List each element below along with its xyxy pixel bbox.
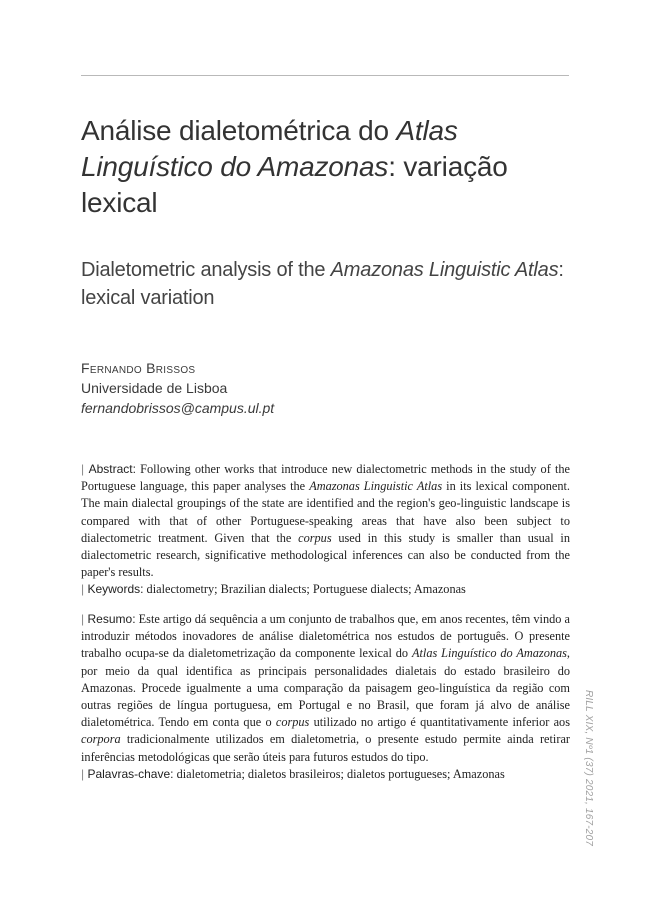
author-name: Fernando Brissos — [81, 360, 196, 376]
resumo-text-3: utilizado no artigo é quantitativamente inferior aos — [309, 715, 570, 730]
title-en-suffix: : lexical variation — [81, 259, 564, 309]
title-pt-italic: Atlas Linguístico do Amazonas — [81, 115, 458, 182]
author-email[interactable]: fernandobrissos@campus.ul.pt — [81, 400, 275, 416]
abstract-paragraph — [81, 461, 570, 599]
resumo-text-4: tradicionalmente utilizados em dialetometria, o presente estudo permite ainda retirar inferências metodológicas que serão úteis para futuros estudos do tipo. — [81, 732, 570, 764]
top-rule — [81, 75, 569, 76]
title-pt-suffix: : variação lexical — [81, 151, 508, 218]
resumo-italic-1: Atlas Linguístico do Amazonas — [411, 646, 567, 661]
resumo-italic-3: corpora — [81, 732, 121, 747]
paper-title-english — [81, 256, 571, 312]
keywords-bar-marker: | — [81, 582, 88, 597]
journal-citation-vertical: RILL XIX, Nº1 (37) 2021, 167-207 — [583, 690, 594, 847]
paper-title-portuguese — [81, 113, 571, 221]
title-pt-text: Análise dialetométrica do — [81, 115, 397, 146]
author-block — [81, 358, 481, 418]
abstract-text-3: used in this study is smaller than usual in dialectometric research, significative methodological inferences can also be conducted from the paper's results. — [81, 530, 570, 580]
palavras-chave-line — [81, 766, 570, 783]
abstract-label: Abstract: — [88, 462, 136, 476]
palavras-chave-bar-marker: | — [81, 766, 88, 781]
abstract-text-2: in its lexical component. The main dialectal groupings of the state are identified and the region's geo-linguistic landscape is compared with that of other Portuguese-speaking areas that have also been subject to dialectometric treatment. Given that the — [81, 479, 570, 545]
abstract-text-1: Following other works that introduce new dialectometric methods in the study of the Portuguese language, this paper analyses the — [81, 462, 571, 494]
resumo-text-1: Este artigo dá sequência a um conjunto de trabalhos que, em anos recentes, têm vindo a introduzir métodos inovadores de análise dialetométrica nos estudos de português. O presente trabalho ocupa-se da dialetometrização da componente lexical do — [81, 612, 571, 661]
keywords-text: dialectometry; Brazilian dialects; Portuguese dialects; Amazonas — [143, 582, 466, 597]
resumo-italic-2: corpus — [275, 715, 310, 730]
title-en-italic: Amazonas Linguistic Atlas — [330, 259, 559, 281]
abstract-bar-marker: | — [81, 462, 89, 476]
abstract-italic-1: Amazonas Linguistic Atlas — [309, 479, 443, 494]
resumo-label: Resumo: — [87, 612, 136, 626]
palavras-chave-text: dialetometria; dialetos brasileiros; dialetos portugueses; Amazonas — [173, 766, 505, 781]
resumo-bar-marker: | — [81, 612, 88, 626]
resumo-text-2: , por meio da qual identifica as principais personalidades dialetais do estado brasileiro do Amazonas. Procede igualmente a uma comparação da paisagem geo-linguística da região com outras regiões de língua portuguesa, em Portugal e no Brasil, que foram já alvo de análise dialetométrica. Tendo em conta que o — [81, 646, 570, 730]
abstract-italic-2: corpus — [298, 530, 332, 545]
palavras-chave-label: Palavras-chave: — [87, 766, 174, 781]
title-en-text: Dialetometric analysis of the — [81, 259, 331, 281]
keywords-line — [81, 581, 570, 598]
author-affiliation: Universidade de Lisboa — [81, 380, 228, 396]
keywords-label: Keywords: — [87, 582, 144, 597]
resumo-paragraph — [81, 611, 570, 783]
